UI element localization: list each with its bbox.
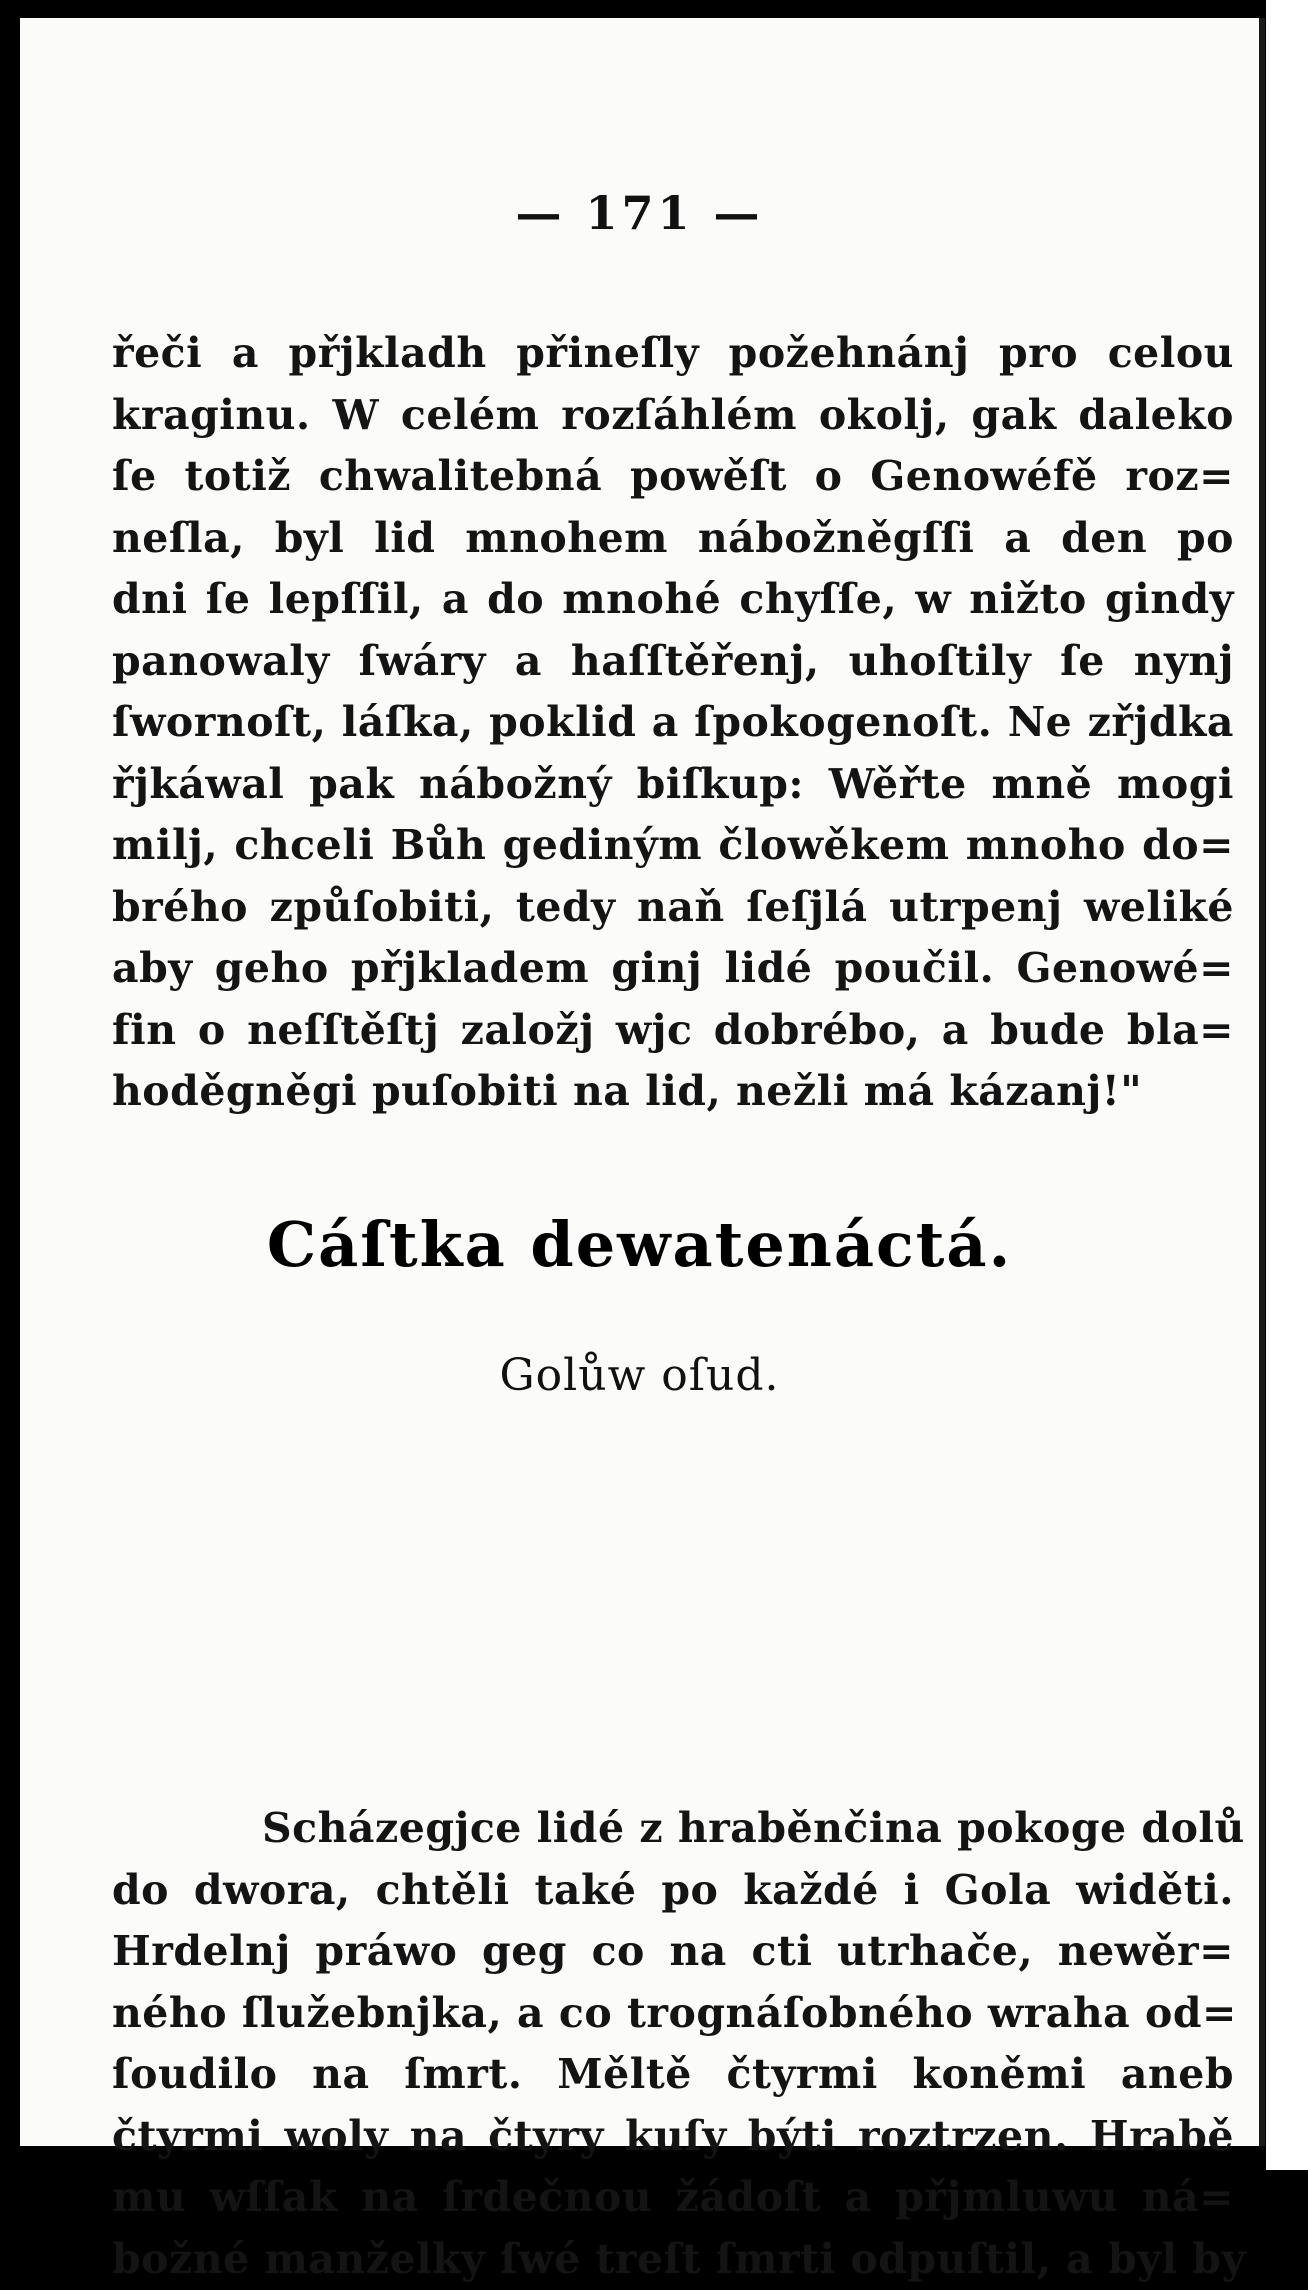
text-line: ného ſlužebnjka, a co trognáſobného wraha od= (112, 1983, 1234, 2045)
paragraph-1 (112, 323, 1234, 1123)
text-line: kraginu. W celém rozſáhlém okolj, gak daleko (112, 385, 1234, 447)
text-line: do dwora, chtěli také po každé i Gola widěti. (112, 1860, 1234, 1922)
text-line: Scházegjce lidé z hraběnčina pokoge dolů (112, 1798, 1234, 1860)
text-line: neſla, byl lid mnohem nábožněgſſi a den po (112, 508, 1234, 570)
text-line: řeči a přjkladh přineſly požehnánj pro celou (112, 323, 1234, 385)
text-line: panowaly ſwáry a haſſtěřenj, uhoſtily ſe nynj (112, 631, 1234, 693)
text-line: hoděgněgi puſobiti na lid, nežli má kázanj!" (112, 1061, 1234, 1123)
text-line: Hrdelnj práwo geg co na cti utrhače, newěr= (112, 1921, 1234, 1983)
text-line: božné manželky ſwé treſt ſmrti odpuſtil, a byl by (112, 2229, 1234, 2290)
text-line: mu wſſak na ſrdečnou žádoſt a přjmluwu ná= (112, 2167, 1234, 2229)
chapter-title: Cáſtka dewatenáctá. (20, 1208, 1259, 1281)
book-page (20, 18, 1265, 2146)
paragraph-2 (112, 1798, 1234, 2290)
page-margin (1266, 0, 1308, 2170)
text-line: aby geho přjkladem ginj lidé poučil. Genowé= (112, 938, 1234, 1000)
text-line: ſe totiž chwalitebná powěſt o Genowéfě roz= (112, 446, 1234, 508)
text-line: milj, chceli Bůh gediným člowěkem mnoho do= (112, 815, 1234, 877)
page-number: — 171 — (20, 186, 1259, 240)
text-line: brého způſobiti, tedy naň ſeſjlá utrpenj weliké (112, 877, 1234, 939)
text-line: čtyrmi woly na čtyry kuſy býti roztrzen. Hrabě (112, 2106, 1234, 2168)
text-line: ſwornoſt, láſka, poklid a ſpokogenoſt. Ne zřjdka (112, 692, 1234, 754)
text-line: fin o neſſtěſtj založj wjc dobrébo, a bude bla= (112, 1000, 1234, 1062)
text-line: dni ſe lepſſil, a do mnohé chyſſe, w nižto gindy (112, 569, 1234, 631)
chapter-subtitle: Golůw oſud. (20, 1350, 1259, 1401)
text-line: řjkáwal pak nábožný biſkup: Wěřte mně mogi (112, 754, 1234, 816)
text-line: ſoudilo na ſmrt. Měltě čtyrmi koněmi aneb (112, 2044, 1234, 2106)
